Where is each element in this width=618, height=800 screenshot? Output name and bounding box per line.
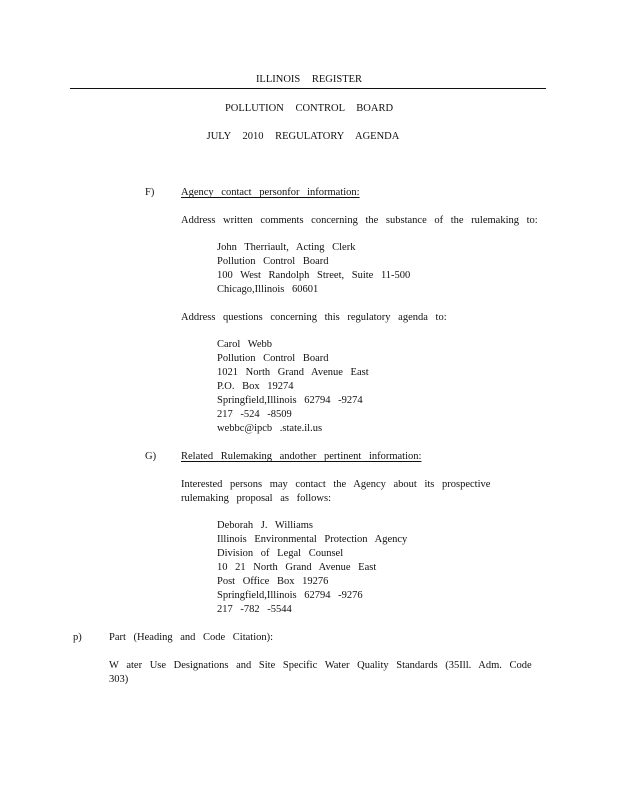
agency-title: POLLUTION CONTROL BOARD (224, 103, 394, 114)
section-g-marker: G) (145, 451, 157, 462)
address-line: Springfield,Illinois 62794 -9276 (217, 590, 363, 601)
agency-address-block (217, 519, 407, 617)
address-line: John Therriault, Acting Clerk (217, 242, 356, 253)
section-p-marker: p) (73, 632, 82, 643)
publication-title: ILLINOIS REGISTER (255, 74, 363, 85)
code-citation-line2: 303) (109, 674, 129, 685)
questions-intro: Address questions concerning this regulatory agenda to: (181, 312, 447, 323)
address-line: Chicago,Illinois 60601 (217, 284, 319, 295)
address-line: 217 -782 -5544 (217, 604, 292, 615)
address-line: 10 21 North Grand Avenue East (217, 562, 377, 573)
address-line: Pollution Control Board (217, 353, 329, 364)
section-g-heading: Related Rulemaking andother pertinent information: (181, 451, 422, 462)
section-p-heading: Part (Heading and Code Citation): (109, 632, 274, 643)
address-line: Springfield,Illinois 62794 -9274 (217, 395, 363, 406)
section-g-intro-line2: rulemaking proposal as follows: (181, 493, 332, 504)
address-line: P.O. Box 19274 (217, 381, 294, 392)
questions-address-block (217, 338, 369, 436)
address-line: Carol Webb (217, 339, 272, 350)
address-line: 100 West Randolph Street, Suite 11-500 (217, 270, 411, 281)
section-f-marker: F) (145, 187, 155, 198)
section-g-intro-line1: Interested persons may contact the Agency about its prospective (181, 479, 491, 490)
address-line: Division of Legal Counsel (217, 548, 344, 559)
address-line: Post Office Box 19276 (217, 576, 329, 587)
agenda-title: JULY 2010 REGULATORY AGENDA (206, 131, 400, 142)
address-line: 1021 North Grand Avenue East (217, 367, 369, 378)
address-line: Pollution Control Board (217, 256, 329, 267)
header-divider (70, 88, 546, 89)
email-line: webbc@ipcb .state.il.us (217, 423, 323, 434)
section-f-heading: Agency contact personfor information: (181, 187, 360, 198)
address-line: Deborah J. Williams (217, 520, 313, 531)
comments-address-block (217, 241, 410, 297)
address-line: Illinois Environmental Protection Agency (217, 534, 408, 545)
address-line: 217 -524 -8509 (217, 409, 292, 420)
comments-intro: Address written comments concerning the substance of the rulemaking to: (181, 215, 538, 226)
code-citation-line1: W ater Use Designations and Site Specific Water Quality Standards (35Ill. Adm. Code (109, 660, 532, 671)
